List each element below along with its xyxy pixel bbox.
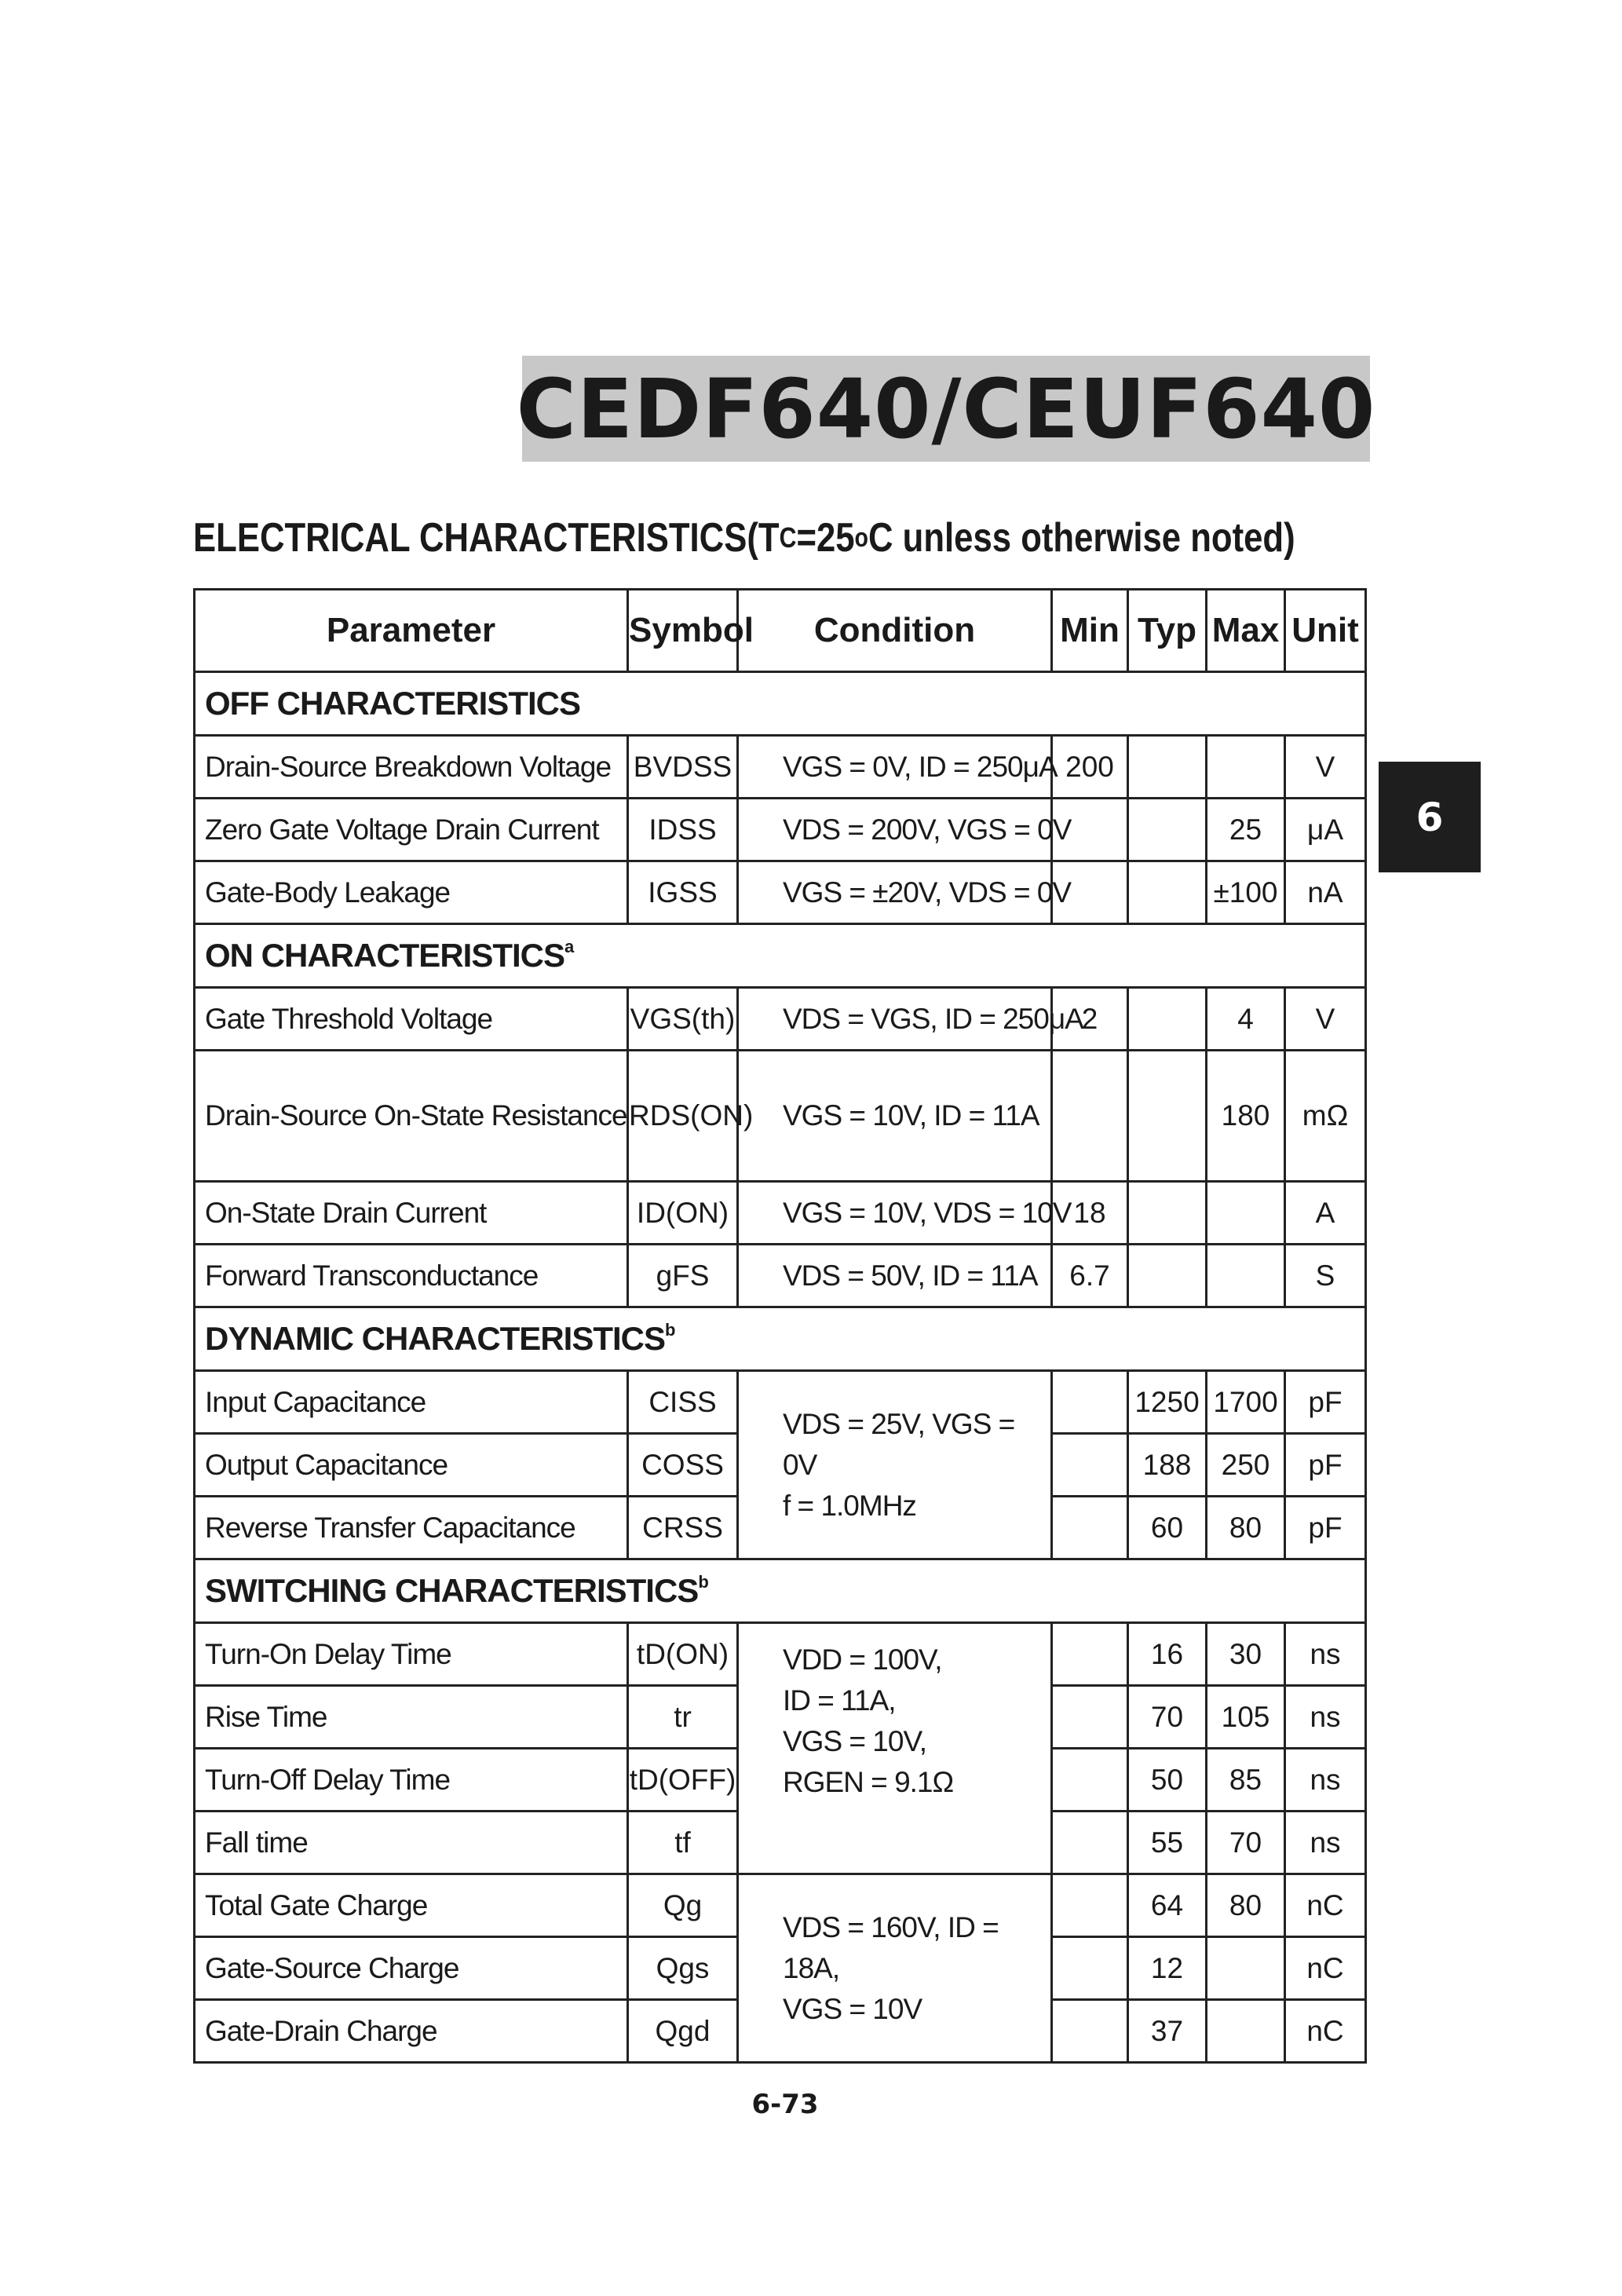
unit-cell: nC — [1285, 1874, 1366, 1937]
heading-degree: o — [854, 522, 869, 553]
symbol-cell: CRSS — [628, 1497, 738, 1559]
param-cell: On-State Drain Current — [195, 1182, 628, 1245]
section-title-off: OFF CHARACTERISTICS — [195, 672, 1366, 736]
max-cell: 80 — [1207, 1497, 1285, 1559]
symbol-cell: VGS(th) — [628, 988, 738, 1051]
unit-cell: V — [1285, 988, 1366, 1051]
condition-cell: VGS = ±20V, VDS = 0V — [738, 861, 1052, 924]
symbol-cell: CISS — [628, 1371, 738, 1434]
condition-cell-charge — [738, 1874, 1052, 2063]
heading-cond-rest: C unless otherwise noted) — [868, 515, 1295, 561]
unit-cell: pF — [1285, 1434, 1366, 1497]
page-number: 6-73 — [751, 2089, 819, 2120]
section-title-switching: SWITCHING CHARACTERISTICS$^b$ — [195, 1559, 1366, 1623]
footnote-marker: a — [564, 937, 574, 956]
typ-cell — [1128, 1182, 1207, 1245]
max-cell: 80 — [1207, 1874, 1285, 1937]
heading-main: ELECTRICAL CHARACTERISTICS — [193, 515, 747, 561]
typ-cell — [1128, 988, 1207, 1051]
symbol-cell: IDSS — [628, 799, 738, 861]
condition-cell: VDS = 50V, ID = 11A — [738, 1245, 1052, 1307]
typ-cell: 16 — [1128, 1623, 1207, 1686]
table-row — [195, 861, 1366, 924]
min-cell — [1052, 1623, 1128, 1686]
condition-line: VDS = 25V, VGS = 0V — [783, 1407, 1015, 1481]
footnote-marker: b — [698, 1572, 708, 1592]
electrical-characteristics-heading — [193, 506, 1295, 569]
max-cell — [1207, 1937, 1285, 2000]
param-cell: Turn-Off Delay Time — [195, 1749, 628, 1812]
table-row — [195, 1182, 1366, 1245]
max-cell — [1207, 2000, 1285, 2063]
col-header-parameter: Parameter — [195, 590, 628, 672]
param-cell: Drain-Source Breakdown Voltage — [195, 736, 628, 799]
section-row-on — [195, 924, 1366, 988]
typ-cell — [1128, 799, 1207, 861]
symbol-cell: COSS — [628, 1434, 738, 1497]
unit-cell: ns — [1285, 1749, 1366, 1812]
section-title-on: ON CHARACTERISTICS$^a$ — [195, 924, 1366, 988]
max-cell: 250 — [1207, 1434, 1285, 1497]
typ-cell — [1128, 1051, 1207, 1182]
min-cell — [1052, 1686, 1128, 1749]
min-cell: 6.7 — [1052, 1245, 1128, 1307]
section-tab: 6 — [1379, 762, 1481, 872]
section-title-dynamic: DYNAMIC CHARACTERISTICS$^b$ — [195, 1307, 1366, 1371]
condition-line: VDD = 100V, — [783, 1643, 942, 1676]
heading-cond-sub: C — [779, 521, 797, 554]
typ-cell — [1128, 861, 1207, 924]
param-cell: Rise Time — [195, 1686, 628, 1749]
symbol-cell: Qgs — [628, 1937, 738, 2000]
col-header-max: Max — [1207, 590, 1285, 672]
condition-line: VDS = 160V, ID = 18A, — [783, 1910, 999, 1984]
unit-cell: nA — [1285, 861, 1366, 924]
condition-cell-switching — [738, 1623, 1052, 1874]
min-cell: 200 — [1052, 736, 1128, 799]
col-header-min: Min — [1052, 590, 1128, 672]
typ-cell — [1128, 1245, 1207, 1307]
col-header-symbol: Symbol — [628, 590, 738, 672]
typ-cell: 50 — [1128, 1749, 1207, 1812]
min-cell — [1052, 1371, 1128, 1434]
max-cell: 4 — [1207, 988, 1285, 1051]
unit-cell: nC — [1285, 2000, 1366, 2063]
condition-line: f = 1.0MHz — [783, 1489, 916, 1522]
typ-cell: 188 — [1128, 1434, 1207, 1497]
param-cell: Fall time — [195, 1812, 628, 1874]
section-row-off — [195, 672, 1366, 736]
typ-cell: 70 — [1128, 1686, 1207, 1749]
symbol-cell: BVDSS — [628, 736, 738, 799]
part-number-title-box — [516, 356, 1376, 462]
min-cell — [1052, 1497, 1128, 1559]
typ-cell — [1128, 736, 1207, 799]
condition-cell: VGS = 0V, ID = 250μA — [738, 736, 1052, 799]
symbol-cell: tD(OFF) — [628, 1749, 738, 1812]
section-row-switching — [195, 1559, 1366, 1623]
max-cell: 30 — [1207, 1623, 1285, 1686]
max-cell — [1207, 1245, 1285, 1307]
max-cell: 180 — [1207, 1051, 1285, 1182]
col-header-condition: Condition — [738, 590, 1052, 672]
unit-cell: ns — [1285, 1623, 1366, 1686]
min-cell — [1052, 1434, 1128, 1497]
max-cell: 25 — [1207, 799, 1285, 861]
section-row-dynamic — [195, 1307, 1366, 1371]
min-cell — [1052, 1051, 1128, 1182]
max-cell: ±100 — [1207, 861, 1285, 924]
symbol-cell: Qgd — [628, 2000, 738, 2063]
table-row — [195, 1245, 1366, 1307]
symbol-cell: ID(ON) — [628, 1182, 738, 1245]
symbol-cell: tD(ON) — [628, 1623, 738, 1686]
min-cell — [1052, 1749, 1128, 1812]
param-cell: Gate-Body Leakage — [195, 861, 628, 924]
min-cell: 18 — [1052, 1182, 1128, 1245]
max-cell: 1700 — [1207, 1371, 1285, 1434]
condition-line: RGEN = 9.1Ω — [783, 1766, 954, 1798]
param-cell: Gate Threshold Voltage — [195, 988, 628, 1051]
condition-cell: VDS = VGS, ID = 250μA — [738, 988, 1052, 1051]
min-cell — [1052, 1937, 1128, 2000]
unit-cell: pF — [1285, 1371, 1366, 1434]
typ-cell: 64 — [1128, 1874, 1207, 1937]
symbol-cell: IGSS — [628, 861, 738, 924]
table-row — [195, 1623, 1366, 1686]
param-cell: Reverse Transfer Capacitance — [195, 1497, 628, 1559]
param-cell: Gate-Source Charge — [195, 1937, 628, 2000]
heading-cond-open: (T — [747, 515, 780, 561]
unit-cell: S — [1285, 1245, 1366, 1307]
condition-cell: VGS = 10V, ID = 11A — [738, 1051, 1052, 1182]
unit-cell: ns — [1285, 1812, 1366, 1874]
min-cell — [1052, 2000, 1128, 2063]
typ-cell: 60 — [1128, 1497, 1207, 1559]
part-number-title: CEDF640/CEUF640 — [516, 360, 1376, 457]
condition-line: VGS = 10V, — [783, 1725, 927, 1757]
symbol-cell: gFS — [628, 1245, 738, 1307]
typ-cell: 1250 — [1128, 1371, 1207, 1434]
max-cell: 70 — [1207, 1812, 1285, 1874]
condition-cell-dynamic — [738, 1371, 1052, 1559]
param-cell: Input Capacitance — [195, 1371, 628, 1434]
param-cell: Zero Gate Voltage Drain Current — [195, 799, 628, 861]
footnote-marker: b — [665, 1320, 675, 1340]
unit-cell: mΩ — [1285, 1051, 1366, 1182]
condition-cell: VDS = 200V, VGS = 0V — [738, 799, 1052, 861]
symbol-cell: Qg — [628, 1874, 738, 1937]
param-cell: Forward Transconductance — [195, 1245, 628, 1307]
unit-cell: pF — [1285, 1497, 1366, 1559]
heading-cond-mid: =25 — [796, 515, 855, 561]
condition-cell: VGS = 10V, VDS = 10V — [738, 1182, 1052, 1245]
typ-cell: 55 — [1128, 1812, 1207, 1874]
table-row — [195, 1051, 1366, 1182]
unit-cell: A — [1285, 1182, 1366, 1245]
table-row — [195, 1874, 1366, 1937]
param-cell: Gate-Drain Charge — [195, 2000, 628, 2063]
max-cell — [1207, 736, 1285, 799]
symbol-cell: tf — [628, 1812, 738, 1874]
min-cell — [1052, 1874, 1128, 1937]
symbol-cell: RDS(ON) — [628, 1051, 738, 1182]
unit-cell: ns — [1285, 1686, 1366, 1749]
table-row — [195, 736, 1366, 799]
param-cell: Turn-On Delay Time — [195, 1623, 628, 1686]
table-header-row — [195, 590, 1366, 672]
max-cell: 85 — [1207, 1749, 1285, 1812]
param-cell: Total Gate Charge — [195, 1874, 628, 1937]
table-row — [195, 799, 1366, 861]
unit-cell: μA — [1285, 799, 1366, 861]
col-header-unit: Unit — [1285, 590, 1366, 672]
col-header-typ: Typ — [1128, 590, 1207, 672]
electrical-characteristics-table — [193, 588, 1367, 2064]
min-cell: 2 — [1052, 988, 1128, 1051]
max-cell: 105 — [1207, 1686, 1285, 1749]
min-cell — [1052, 1812, 1128, 1874]
condition-line: VGS = 10V — [783, 1992, 922, 2025]
unit-cell: V — [1285, 736, 1366, 799]
symbol-cell: tr — [628, 1686, 738, 1749]
max-cell — [1207, 1182, 1285, 1245]
table-row — [195, 1371, 1366, 1434]
condition-line: ID = 11A, — [783, 1684, 896, 1717]
table-row — [195, 988, 1366, 1051]
typ-cell: 37 — [1128, 2000, 1207, 2063]
typ-cell: 12 — [1128, 1937, 1207, 2000]
param-cell: Drain-Source On-State Resistance — [195, 1051, 628, 1182]
param-cell: Output Capacitance — [195, 1434, 628, 1497]
unit-cell: nC — [1285, 1937, 1366, 2000]
